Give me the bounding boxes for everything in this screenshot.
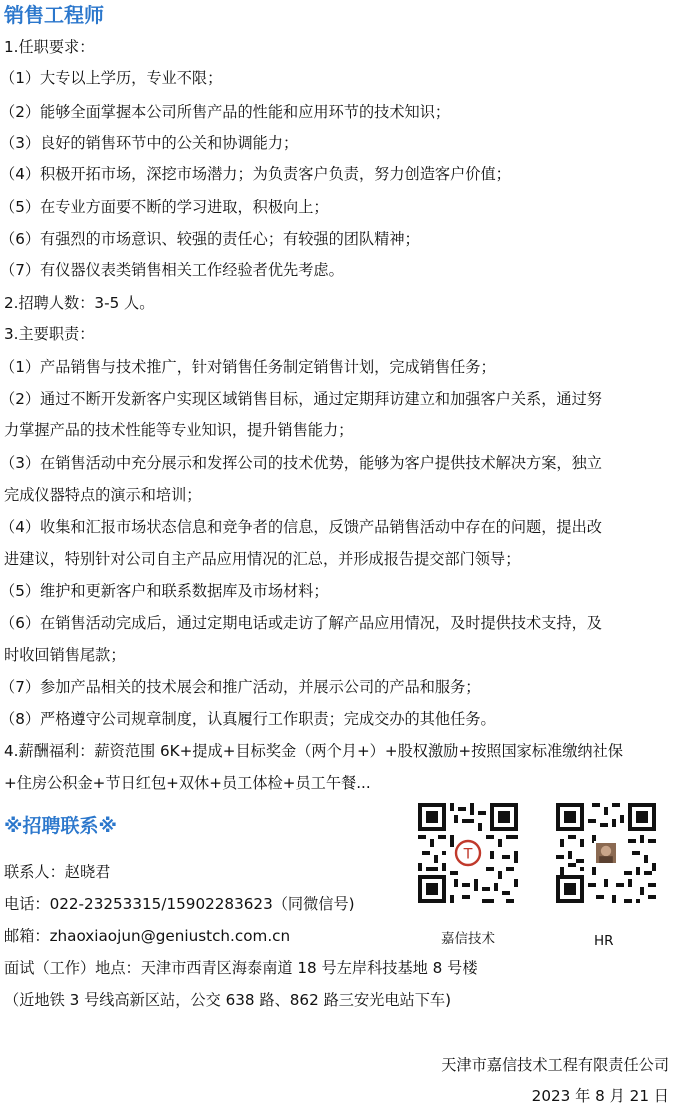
- contact-address: 面试（工作）地点：天津市西青区海泰南道 18 号左岸科技基地 8 号楼: [4, 959, 478, 977]
- requirement-item: （3）良好的销售环节中的公关和协调能力；: [0, 134, 299, 152]
- qr-label-hr: HR: [594, 933, 614, 949]
- footer-date: 2023 年 8 月 21 日: [531, 1087, 669, 1105]
- duty-line: （5）维护和更新客户和联系数据库及市场材料；: [0, 582, 329, 600]
- qr-code-hr: [556, 803, 656, 903]
- duty-line: 完成仪器特点的演示和培训；: [4, 486, 202, 504]
- contact-title: ※招聘联系※: [4, 815, 117, 837]
- requirement-item: （6）有强烈的市场意识、较强的责任心；有较强的团队精神；: [0, 230, 420, 248]
- duty-line: 进建议，特别针对公司自主产品应用情况的汇总，并形成报告提交部门领导；: [4, 550, 521, 568]
- contact-person: 联系人：赵晓君: [4, 863, 111, 881]
- requirement-item: （2）能够全面掌握本公司所售产品的性能和应用环节的技术知识；: [0, 103, 451, 121]
- contact-transit: （近地铁 3 号线高新区站，公交 638 路、862 路三安光电站下车): [4, 991, 452, 1009]
- contact-phone: 电话：022-23253315/15902283623（同微信号): [4, 895, 355, 913]
- duty-line: （6）在销售活动完成后，通过定期电话或走访了解产品应用情况，及时提供技术支持，及: [0, 614, 602, 632]
- duty-line: 时收回销售尾款；: [4, 646, 126, 664]
- page-title: 销售工程师: [4, 3, 104, 27]
- duty-line: （8）严格遵守公司规章制度，认真履行工作职责；完成交办的其他任务。: [0, 710, 496, 728]
- duty-line: （1）产品销售与技术推广，针对销售任务制定销售计划，完成销售任务；: [0, 358, 496, 376]
- requirements-heading: 1.任职要求：: [4, 38, 95, 56]
- duty-line: 力掌握产品的技术性能等专业知识，提升销售能力；: [4, 421, 354, 439]
- duties-heading: 3.主要职责：: [4, 325, 95, 343]
- footer-company: 天津市嘉信技术工程有限责任公司: [441, 1056, 669, 1074]
- qr-code-company: [418, 803, 518, 903]
- headcount: 2.招聘人数：3-5 人。: [4, 294, 155, 312]
- contact-email: 邮箱：zhaoxiaojun@geniustch.com.cn: [4, 927, 291, 945]
- duty-line: （3）在销售活动中充分展示和发挥公司的技术优势，能够为客户提供技术解决方案，独立: [0, 454, 602, 472]
- benefits-line: 4.薪酬福利：薪资范围 6K+提成+目标奖金（两个月+）+股权激励+按照国家标准缴纳社保: [4, 742, 623, 760]
- benefits-line: +住房公积金+节日红包+双休+员工体检+员工午餐...: [4, 774, 371, 792]
- svg-text:T: T: [463, 846, 473, 863]
- qr-label-company: 嘉信技术: [441, 931, 495, 947]
- requirement-item: （1）大专以上学历，专业不限；: [0, 69, 223, 87]
- duty-line: （2）通过不断开发新客户实现区域销售目标，通过定期拜访建立和加强客户关系，通过努: [0, 390, 602, 408]
- duty-line: （4）收集和汇报市场状态信息和竞争者的信息，反馈产品销售活动中存在的问题，提出改: [0, 518, 602, 536]
- requirement-item: （5）在专业方面要不断的学习进取，积极向上；: [0, 198, 329, 216]
- requirement-item: （7）有仪器仪表类销售相关工作经验者优先考虑。: [0, 261, 344, 279]
- duty-line: （7）参加产品相关的技术展会和推广活动，并展示公司的产品和服务；: [0, 678, 481, 696]
- requirement-item: （4）积极开拓市场，深挖市场潜力；为负责客户负责，努力创造客户价值；: [0, 165, 511, 183]
